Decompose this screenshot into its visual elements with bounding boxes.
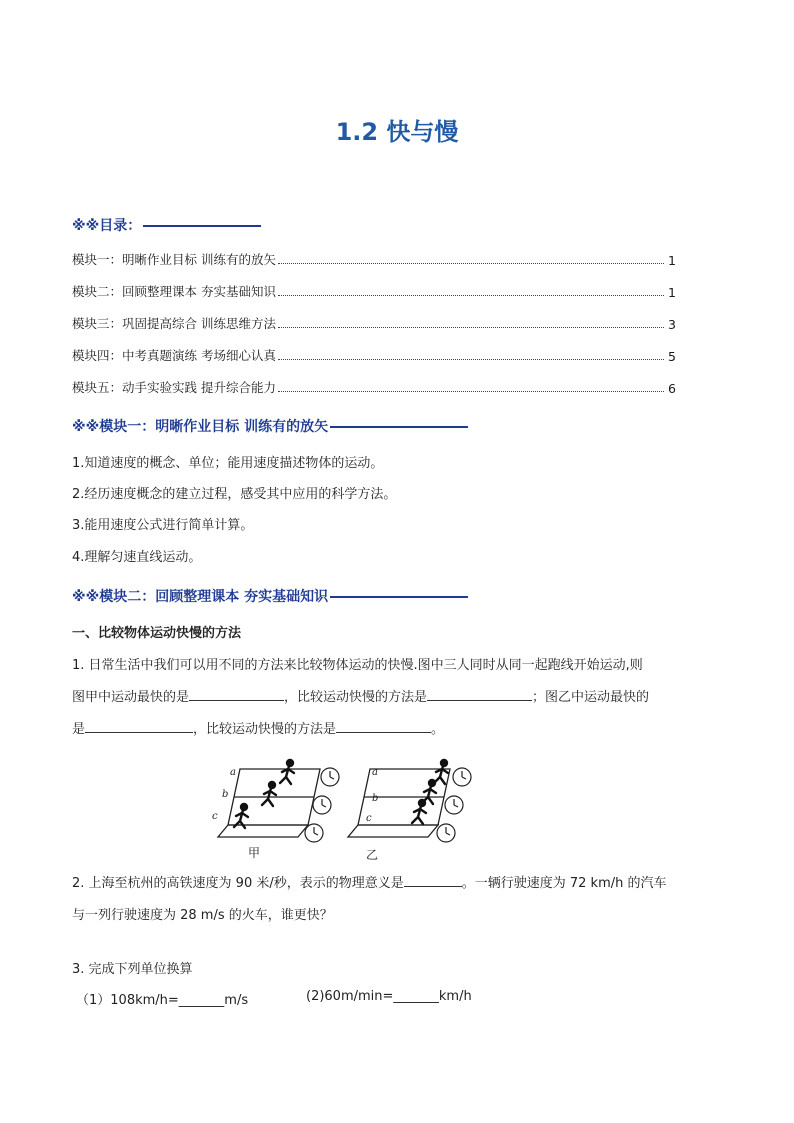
question-3-part-2: (2)60m/min=_______km/h (306, 989, 472, 1004)
objective-item: 4.理解匀速直线运动。 (72, 550, 202, 565)
runner-icon (434, 760, 448, 784)
module1-heading: ※※模块一：明晰作业目标 训练有的放矢 (72, 416, 468, 436)
question-3-line-1: 3. 完成下列单位换算 (72, 962, 193, 977)
module2-heading: ※※模块二：回顾整理课本 夯实基础知识 (72, 586, 468, 606)
runner-icon (280, 760, 294, 784)
toc-item[interactable]: 模块三：巩固提高综合 训练思维方法 3 (72, 316, 676, 332)
runner-icon (412, 800, 426, 824)
question-1-line-1: 1. 日常生活中我们可以用不同的方法来比较物体运动的快慢.图中三人同时从同一起跑线开始运动,则 (72, 658, 643, 673)
lane-label: b (372, 793, 379, 804)
toc-item[interactable]: 模块四：中考真题演练 考场细心认真 5 (72, 348, 676, 364)
objective-item: 3.能用速度公式进行简单计算。 (72, 518, 254, 533)
figure-caption: 乙 (366, 848, 379, 862)
objective-item: 1.知道速度的概念、单位；能用速度描述物体的运动。 (72, 456, 384, 471)
question-2-line-2: 与一列行驶速度为 28 m/s 的火车，谁更快？ (72, 908, 333, 923)
toc-item[interactable]: 模块五：动手实验实践 提升综合能力 6 (72, 380, 676, 396)
heading-underline (330, 596, 468, 598)
toc-item[interactable]: 模块一：明晰作业目标 训练有的放矢 1 (72, 252, 676, 268)
answer-blank[interactable] (85, 719, 193, 733)
lane-label: c (366, 813, 372, 824)
answer-blank[interactable] (427, 687, 532, 701)
runner-icon (262, 782, 276, 806)
page-title: 1.2 快与慢 (335, 118, 459, 146)
clock-icon (445, 796, 463, 814)
heading-underline (330, 426, 468, 428)
clock-icon (453, 768, 471, 786)
question-3-part-1: （1）108km/h=_______m/s (76, 993, 249, 1008)
clock-icon (321, 768, 339, 786)
toc-heading: ※※目录： (72, 215, 261, 235)
clock-icon (313, 796, 331, 814)
clock-icon (437, 824, 455, 842)
toc-item[interactable]: 模块二：回顾整理课本 夯实基础知识 1 (72, 284, 676, 300)
subsection-heading: 一、比较物体运动快慢的方法 (72, 626, 242, 641)
heading-underline (143, 225, 261, 227)
question-1-line-2: 图甲中运动最快的是 ，比较运动快慢的方法是 ；图乙中运动最快的 (72, 686, 649, 705)
question-2-line-1: 2. 上海至杭州的高铁速度为 90 米/秒，表示的物理意义是 。一辆行驶速度为 72 km/h 的汽车 (72, 872, 667, 891)
answer-blank[interactable] (404, 873, 462, 887)
figure-caption: 甲 (248, 846, 261, 860)
clock-icon (305, 824, 323, 842)
lane-label: a (372, 767, 378, 778)
answer-blank[interactable] (336, 719, 431, 733)
objective-item: 2.经历速度概念的建立过程，感受其中应用的科学方法。 (72, 487, 397, 502)
lane-label: a (230, 767, 236, 778)
question-1-line-3: 是 ，比较运动快慢的方法是 。 (72, 718, 444, 737)
race-figure (200, 755, 480, 865)
lane-label: b (222, 789, 229, 800)
answer-blank[interactable] (189, 687, 284, 701)
lane-label: c (212, 811, 218, 822)
